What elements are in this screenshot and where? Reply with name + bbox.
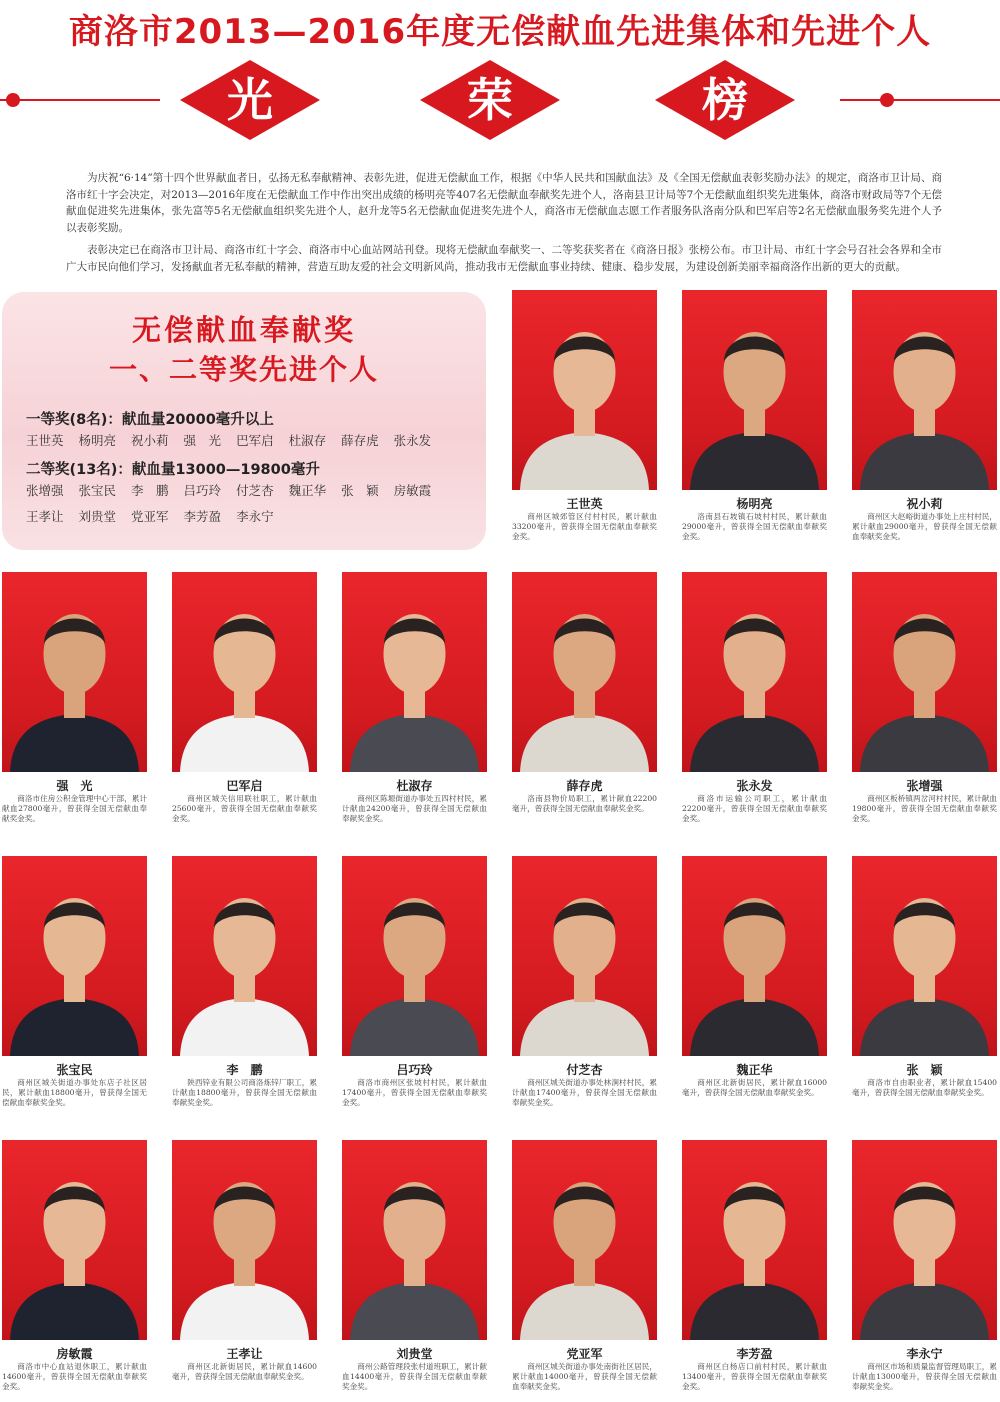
portrait-photo — [172, 856, 317, 1056]
portrait-photo — [682, 856, 827, 1056]
portrait-photo — [2, 572, 147, 772]
person-description: 商洛市运输公司职工，累计献血22200毫升，曾获得全国无偿献血奉献奖金奖。 — [682, 794, 827, 823]
person-description: 商州区城关街道办事处东店子社区居民，累计献血18800毫升，曾获得全国无偿献血奉献奖金奖。 — [2, 1078, 147, 1107]
portrait-photo — [512, 856, 657, 1056]
portrait-photo — [852, 1140, 997, 1340]
person-description: 商州区城郊管区付村村民，累计献血33200毫升，曾获得全国无偿献血奉献奖金奖。 — [512, 512, 657, 541]
person-name: 杜淑存 — [396, 779, 433, 793]
award-name: 李芳盈 — [183, 509, 222, 524]
person-name: 党亚军 — [566, 1347, 603, 1361]
person-description: 商洛市商州区张坡村村民，累计献血17400毫升，曾获得全国无偿献血奉献奖金奖。 — [342, 1078, 487, 1107]
person-description: 商州区北新街居民，累计献血14600毫升，曾获得全国无偿献血奉献奖金奖。 — [172, 1362, 317, 1381]
portrait-photo — [512, 1140, 657, 1340]
divider-dot-right — [880, 93, 894, 107]
person-description: 商州区大赵峪街道办事处上庄村村民，累计献血29000毫升，曾获得全国无偿献血奉献奖金奖。 — [852, 512, 997, 541]
second-level-names — [26, 478, 476, 530]
banner-diamond — [420, 60, 560, 140]
person-description: 商州区北新街居民，累计献血16000毫升，曾获得全国无偿献血奉献奖金奖。 — [682, 1078, 827, 1097]
portrait-photo — [512, 290, 657, 490]
portrait-photo — [512, 572, 657, 772]
portrait-photo — [682, 572, 827, 772]
person-description: 商洛市自由职业者，累计献血15400毫升，曾获得全国无偿献血奉献奖金奖。 — [852, 1078, 997, 1097]
person-description: 商洛市住房公积金管理中心干部，累计献血27800毫升，曾获得全国无偿献血奉献奖金奖。 — [2, 794, 147, 823]
banner-char: 光 — [227, 73, 273, 127]
award-name: 巴军启 — [236, 433, 274, 448]
award-name: 房敏霞 — [393, 483, 432, 498]
portrait-photo — [172, 1140, 317, 1340]
intro-text — [66, 170, 942, 281]
portrait-photo — [172, 572, 317, 772]
person-name: 杨明亮 — [736, 497, 773, 511]
award-name: 张增强 — [26, 483, 64, 498]
award-name: 魏正华 — [288, 483, 327, 498]
portrait-photo — [342, 1140, 487, 1340]
award-name: 祝小莉 — [131, 433, 169, 448]
person-description: 商州区市场和质量监督管理局职工，累计献血13000毫升，曾获得全国无偿献血奉献奖金奖。 — [852, 1362, 997, 1391]
person-description: 商州区城关街道办事处南街社区居民，累计献血14000毫升，曾获得全国无偿献血奉献奖金奖。 — [512, 1362, 657, 1391]
person-name: 魏正华 — [736, 1063, 773, 1077]
person-name: 强 光 — [56, 779, 93, 793]
divider-dot-left — [6, 93, 20, 107]
award-name: 张永发 — [393, 433, 432, 448]
person-description: 陕西锌业有限公司商洛炼锌厂职工，累计献血18800毫升，曾获得全国无偿献血奉献奖金奖。 — [172, 1078, 317, 1107]
award-name: 强 光 — [183, 433, 222, 448]
person-name: 薛存虎 — [566, 779, 603, 793]
portrait-photo — [2, 856, 147, 1056]
person-name: 张宝民 — [56, 1063, 93, 1077]
portrait-photo — [852, 572, 997, 772]
award-name: 薛存虎 — [341, 433, 379, 448]
award-name: 李 鹏 — [131, 483, 169, 498]
award-box — [2, 292, 486, 550]
intro-paragraph: 为庆祝“6·14”第十四个世界献血者日，弘扬无私奉献精神、表彰先进，促进无偿献血工作，根据《中华人民共和国献血法》及《全国无偿献血表彰奖励办法》的规定，商洛市卫计局、商洛市红十字会决定，对2013—2016年度在无偿献血工作中作出突出成绩的杨明亮等407名无偿献血奉献奖先进个人，洛南县卫计局等7个无偿献血组织奖先进集体，商洛市财政局等7个无偿献血促进奖先进集体，张先富等5名无偿献血组织奖先进个人，赵升龙等5名无偿献血促进奖先进个人，商洛市无偿献血志愿工作者服务队洛南分队和巴军启等2名无偿献血服务奖先进个人予以表彰奖励。 — [66, 172, 942, 234]
person-name: 张增强 — [906, 779, 943, 793]
award-name: 吕巧玲 — [183, 483, 222, 498]
person-description: 洛南县物价局职工，累计献血22200毫升，曾获得全国无偿献血奉献奖金奖。 — [512, 794, 657, 813]
portrait-photo — [682, 1140, 827, 1340]
person-name: 付芝杏 — [566, 1063, 603, 1077]
banner-diamond — [655, 60, 795, 140]
portrait-photo — [342, 572, 487, 772]
person-name: 张 颖 — [906, 1063, 943, 1077]
banner-diamond — [180, 60, 320, 140]
second-level-heading: 二等奖(13名)：献血量13000—19800毫升 — [26, 462, 320, 478]
person-name: 李永宁 — [906, 1347, 943, 1361]
intro-paragraph: 表彰决定已在商洛市卫计局、商洛市红十字会、商洛市中心血站网站刊登。现将无偿献血奉献奖一、二等奖获奖者在《商洛日报》张榜公布。市卫计局、市红十字会号召社会各界和全市广大市民向他们学习，发扬献血者无私奉献的精神，营造互助友爱的社会文明新风尚，推动我市无偿献血事业持续、健康、稳步发展，为建设创新美丽幸福商洛作出新的更大的贡献。 — [66, 244, 942, 273]
person-description: 商州区城关街道办事处林涧村村民，累计献血17400毫升，曾获得全国无偿献血奉献奖金奖。 — [512, 1078, 657, 1107]
award-name: 李永宁 — [236, 509, 274, 524]
person-name: 张永发 — [736, 779, 773, 793]
award-name: 杨明亮 — [78, 433, 117, 448]
person-name: 刘贵堂 — [396, 1347, 433, 1361]
award-name: 杜淑存 — [288, 433, 327, 448]
portrait-photo — [2, 1140, 147, 1340]
person-description: 商州区陈塬街道办事处五四村村民，累计献血24200毫升，曾获得全国无偿献血奉献奖金奖。 — [342, 794, 487, 823]
person-description: 商洛市中心血站退休职工，累计献血14600毫升，曾获得全国无偿献血奉献奖金奖。 — [2, 1362, 147, 1391]
person-name: 房敏霞 — [56, 1347, 93, 1361]
first-level-heading: 一等奖(8名)：献血量20000毫升以上 — [26, 412, 274, 428]
award-subtitle: 一、二等奖先进个人 — [108, 353, 379, 386]
award-name: 张 颖 — [341, 483, 379, 498]
portrait-photo — [852, 856, 997, 1056]
portrait-photo — [682, 290, 827, 490]
person-name: 巴军启 — [226, 779, 263, 793]
award-name: 付芝杏 — [236, 483, 274, 498]
banner-char: 荣 — [467, 73, 513, 127]
person-name: 王世英 — [566, 497, 603, 511]
divider-left — [0, 99, 160, 101]
portrait-photo — [852, 290, 997, 490]
divider-right — [840, 99, 1000, 101]
person-description: 商州区白杨店口前村村民，累计献血13400毫升，曾获得全国无偿献血奉献奖金奖。 — [682, 1362, 827, 1391]
banner-char: 榜 — [702, 73, 748, 127]
award-name: 张宝民 — [78, 483, 117, 498]
person-name: 李 鹏 — [226, 1063, 263, 1077]
person-name: 王孝让 — [226, 1347, 263, 1361]
award-title: 无偿献血奉献奖 — [131, 313, 356, 347]
person-name: 吕巧玲 — [396, 1063, 433, 1077]
first-level-names — [26, 428, 476, 454]
award-name: 党亚军 — [131, 509, 169, 524]
award-name: 王世英 — [26, 433, 64, 448]
portrait-photo — [342, 856, 487, 1056]
page-title: 商洛市2013—2016年度无偿献血先进集体和先进个人 — [68, 12, 932, 52]
person-description: 洛南县石坡镇石坡村村民，累计献血29000毫升，曾获得全国无偿献血奉献奖金奖。 — [682, 512, 827, 541]
award-name: 王孝让 — [26, 509, 64, 524]
person-description: 商州区板桥镇两岔河村村民，累计献血19800毫升，曾获得全国无偿献血奉献奖金奖。 — [852, 794, 997, 823]
person-name: 李芳盈 — [736, 1347, 773, 1361]
person-description: 商州公路管理段张村道班职工，累计献血14400毫升，曾获得全国无偿献血奉献奖金奖。 — [342, 1362, 487, 1391]
person-description: 商州区城关信用联社职工，累计献血25600毫升，曾获得全国无偿献血奉献奖金奖。 — [172, 794, 317, 823]
person-name: 祝小莉 — [906, 497, 943, 511]
award-name: 刘贵堂 — [78, 509, 117, 524]
